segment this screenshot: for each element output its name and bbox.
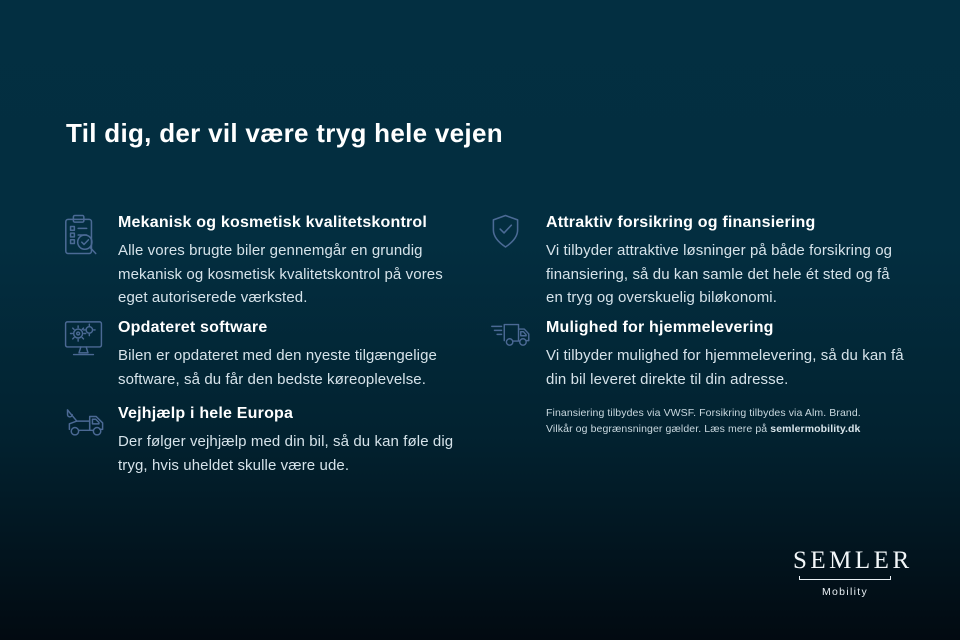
feature-roadside-assistance (62, 403, 458, 477)
feature-title: Attraktiv forsikring og finansiering (546, 214, 816, 231)
feature-home-delivery (490, 317, 912, 391)
semlermobility-link[interactable]: semlermobility.dk (770, 422, 861, 435)
logo-sub-text: Mobility (822, 586, 868, 598)
feature-body: Vi tilbyder attraktive løsninger på både forsikring og finansiering, så du kan samle det hele ét sted og få en tryg og overskuelig biløkonomi. (546, 242, 893, 306)
shield-check-icon (490, 212, 546, 255)
disclaimer-line-1: Finansiering tilbydes via VWSF. Forsikring tilbydes via Alm. Brand. (546, 407, 861, 419)
clipboard-inspection-icon (62, 212, 118, 262)
feature-body: Der følger vejhjælp med din bil, så du kan føle dig tryg, hvis uheldet skulle være ude. (118, 433, 454, 474)
feature-title: Opdateret software (118, 319, 268, 336)
software-monitor-gears-icon (62, 317, 118, 363)
semler-mobility-logo (793, 547, 913, 598)
delivery-truck-icon (490, 317, 546, 354)
feature-title: Mekanisk og kosmetisk kvalitetskontrol (118, 214, 428, 231)
feature-body: Vi tilbyder mulighed for hjemmelevering, så du kan få din bil leveret direkte til din adresse. (546, 347, 904, 388)
feature-title: Vejhjælp i hele Europa (118, 405, 294, 422)
logo-brand-text: SEMLER (793, 547, 913, 574)
logo-underline (799, 576, 891, 580)
feature-insurance-financing (490, 212, 912, 310)
disclaimer-line-2: Vilkår og begrænsninger gælder. Læs mere på semlermobility.dk (546, 422, 861, 435)
feature-updated-software (62, 317, 458, 391)
feature-body: Bilen er opdateret med den nyeste tilgængelige software, så du får den bedste køreoplevelse. (118, 347, 437, 388)
feature-title: Mulighed for hjemmelevering (546, 319, 774, 336)
feature-quality-control (62, 212, 458, 310)
tow-truck-icon (62, 403, 118, 445)
feature-body: Alle vores brugte biler gennemgår en grundig mekanisk og kosmetisk kvalitetskontrol på vores eget autoriserede værksted. (118, 242, 443, 306)
legal-disclaimer (546, 406, 866, 437)
page-title: Til dig, der vil være tryg hele vejen (66, 118, 503, 148)
